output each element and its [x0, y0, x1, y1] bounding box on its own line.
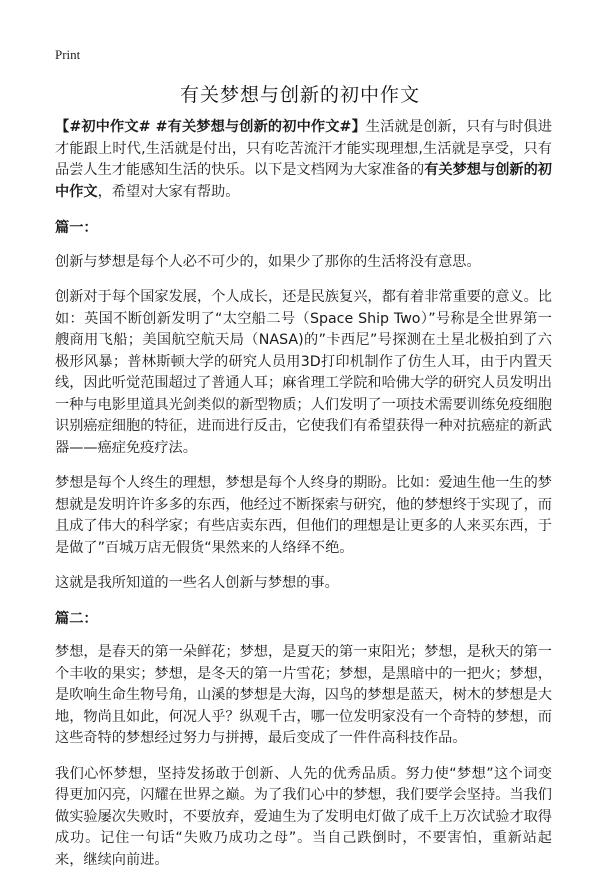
intro-text-1: 生活就是创新，只有与时俱进才能跟上时代,生活就是付出，只有吃苦流汗才能实现理想,生活就是享受，只有品尝人生才能感知生活的快乐。以下是文档网为大家准备的: [55, 119, 552, 178]
intro-text-2: ，希望对大家有帮助。: [97, 183, 240, 200]
section-heading-2: 篇二：: [55, 610, 98, 627]
document-body: [55, 117, 552, 885]
section-1-paragraph-1: 创新与梦想是每个人必不可少的，如果少了那你的生活将没有意思。: [55, 253, 481, 270]
document-title: 有关梦想与创新的初中作文: [179, 84, 420, 106]
section-1-paragraph-2: 创新对于每个国家发展，个人成长，还是民族复兴，都有着非常重要的意义。比如：英国不断创新发明了“太空船二号（Space Ship Two）”号称是全世界第一艘商用飞船；美国航空航天局（NASA)的”卡西尼”号探测在土星北极拍到了六极形风暴；普林斯顿大学的研究人员用3D打印机制作了仿生人耳，由于内置天线，因此听觉范围超过了普通人耳；麻省理工学院和哈佛大学的研究人员发明出一种与电影里道具光剑类似的新型物质；人们发明了一项技术需要训练免疫细胞识别癌症细胞的特征，进而进行反击，它使我们有希望获得一种对抗癌症的新武器——癌症免疫疗法。: [55, 289, 552, 456]
section-1-paragraph-3: 梦想是每个人终生的理想，梦想是每个人终身的期盼。比如：爱迪生他一生的梦想就是发明许许多多的东西，他经过不断探索与研究，他的梦想终于实现了，而且成了伟大的科学家；有些店卖东西，但他们的理想是让更多的人来买东西，于是做了”百城万店无假货“果然来的人络绎不绝。: [55, 475, 552, 556]
section-2-paragraph-2: 我们心怀梦想，坚持发扬敢于创新、人先的优秀品质。努力使“梦想”这个词变得更加闪亮，闪耀在世界之巅。为了我们心中的梦想，我们要学会坚持。当我们做实验屡次失败时，不要放弃，爱迪生为了发明电灯做了成千上万次试验才取得成功。记住一句话“失败乃成功之母”。当自己跌倒时，不要害怕，重新站起来，继续向前进。: [55, 765, 552, 868]
section-2-paragraph-1: 梦想，是春天的第一朵鲜花；梦想，是夏天的第一束阳光；梦想，是秋天的第一个丰收的果实；梦想，是冬天的第一片雪花；梦想，是黑暗中的一把火；梦想，是吹响生命生物号角，山溪的梦想是大海，囚鸟的梦想是蓝天，树木的梦想是大地，物尚且如此，何况人乎？纵观千古，哪一位发明家没有一个奇特的梦想，而这些奇特的梦想经过努力与拼搏，最后变成了一件件高科技作品。: [55, 644, 552, 746]
intro-tag: 【#初中作文# #有关梦想与创新的初中作文#】: [55, 119, 366, 135]
section-heading-1: 篇一：: [55, 220, 98, 236]
print-link[interactable]: Print: [55, 47, 81, 62]
section-1-paragraph-4: 这就是我所知道的一些名人创新与梦想的事。: [55, 575, 339, 591]
intro-highlight: 有关梦想与创新的初中作文: [55, 162, 552, 200]
intro-paragraph: [55, 117, 552, 203]
